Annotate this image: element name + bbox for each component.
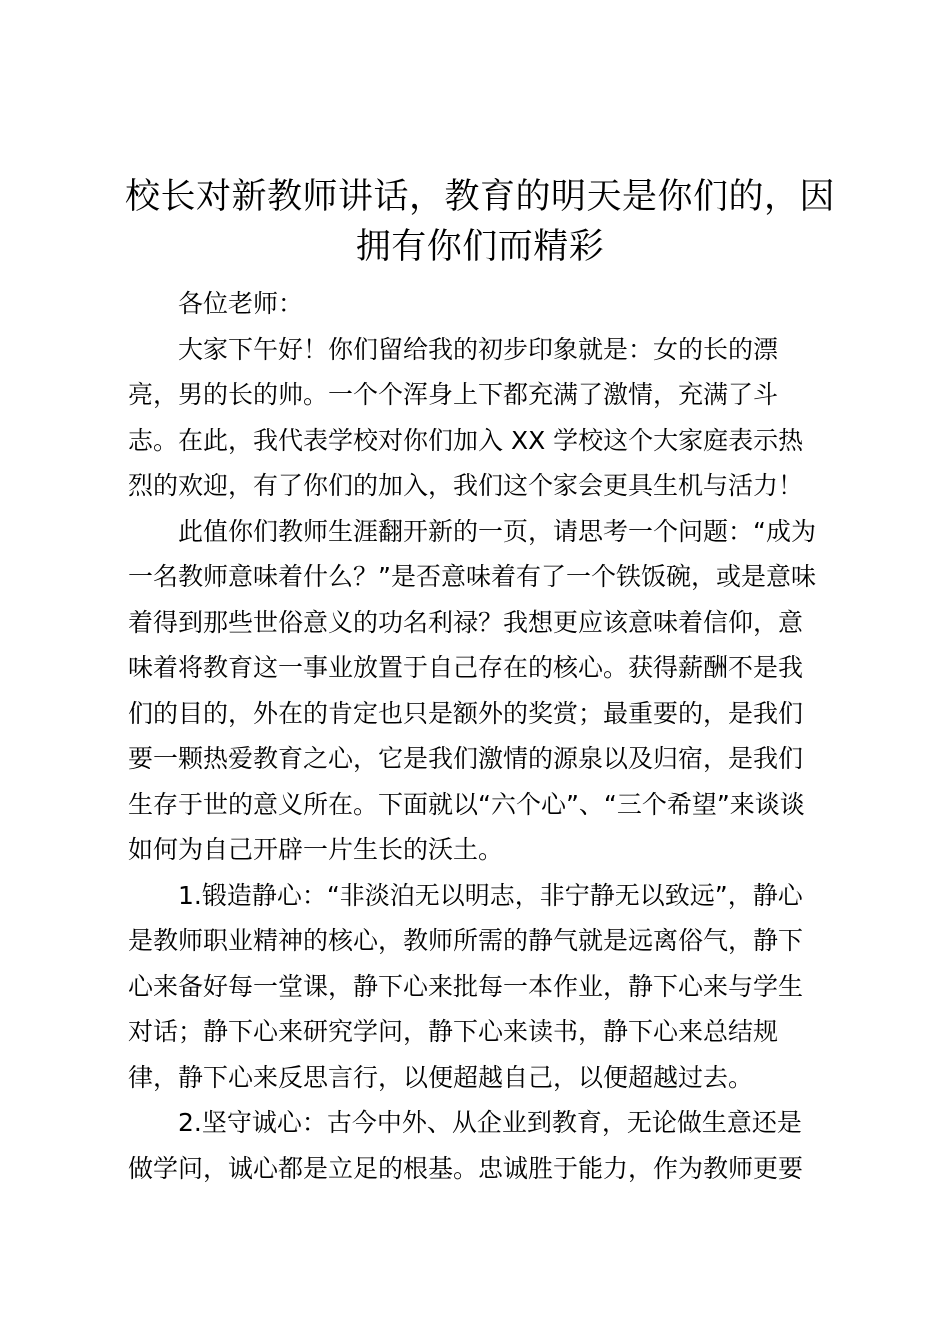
body-line: 对话；静下心来研究学问，静下心来读书，静下心来总结规 <box>128 1017 779 1046</box>
body-line: 一名教师意味着什么？”是否意味着有了一个铁饭碗，或是意味 <box>128 562 816 591</box>
body-line: 心来备好每一堂课，静下心来批每一本作业，静下心来与学生 <box>128 971 804 1001</box>
body-line: 律，静下心来反思言行，以便超越自己，以便超越过去。 <box>128 1062 754 1092</box>
body-line: 们的目的，外在的肯定也只是额外的奖赏；最重要的，是我们 <box>128 698 804 728</box>
body-line: 做学问，诚心都是立足的根基。忠诚胜于能力，作为教师更要 <box>128 1153 804 1183</box>
body-line: 各位老师： <box>178 289 304 318</box>
body-line: 要一颗热爱教育之心，它是我们激情的源泉以及归宿，是我们 <box>128 744 804 773</box>
body-line: 是教师职业精神的核心，教师所需的静气就是远离俗气，静下 <box>128 926 804 955</box>
body-line: 2.坚守诚心：古今中外、从企业到教育，无论做生意还是 <box>178 1108 802 1137</box>
body-line: 亮，男的长的帅。一个个浑身上下都充满了激情，充满了斗 <box>128 380 779 409</box>
body-line: 大家下午好！你们留给我的初步印象就是：女的长的漂 <box>178 334 779 364</box>
body-line: 此值你们教师生涯翻开新的一页，请思考一个问题：“成为 <box>178 516 816 546</box>
body-line: 如何为自己开辟一片生长的沃土。 <box>128 835 504 864</box>
body-line: 味着将教育这一事业放置于自己存在的核心。获得薪酬不是我 <box>128 653 804 682</box>
body-line: 1.锻造静心：“非淡泊无以明志，非宁静无以致远”，静心 <box>178 880 803 910</box>
body-line: 生存于世的意义所在。下面就以“六个心”、“三个希望”来谈谈 <box>128 789 805 819</box>
body-line: 烈的欢迎，有了你们的加入，我们这个家会更具生机与活力！ <box>128 471 804 500</box>
document-body <box>128 281 843 1191</box>
body-line: 着得到那些世俗意义的功名利禄？我想更应该意味着信仰，意 <box>128 607 804 637</box>
title-line-2: 拥有你们而精彩 <box>355 227 605 267</box>
body-line: 志。在此，我代表学校对你们加入 XX 学校这个大家庭表示热 <box>128 425 804 455</box>
title-line-1: 校长对新教师讲话，教育的明天是你们的，因 <box>124 177 835 217</box>
document-title <box>110 172 850 272</box>
